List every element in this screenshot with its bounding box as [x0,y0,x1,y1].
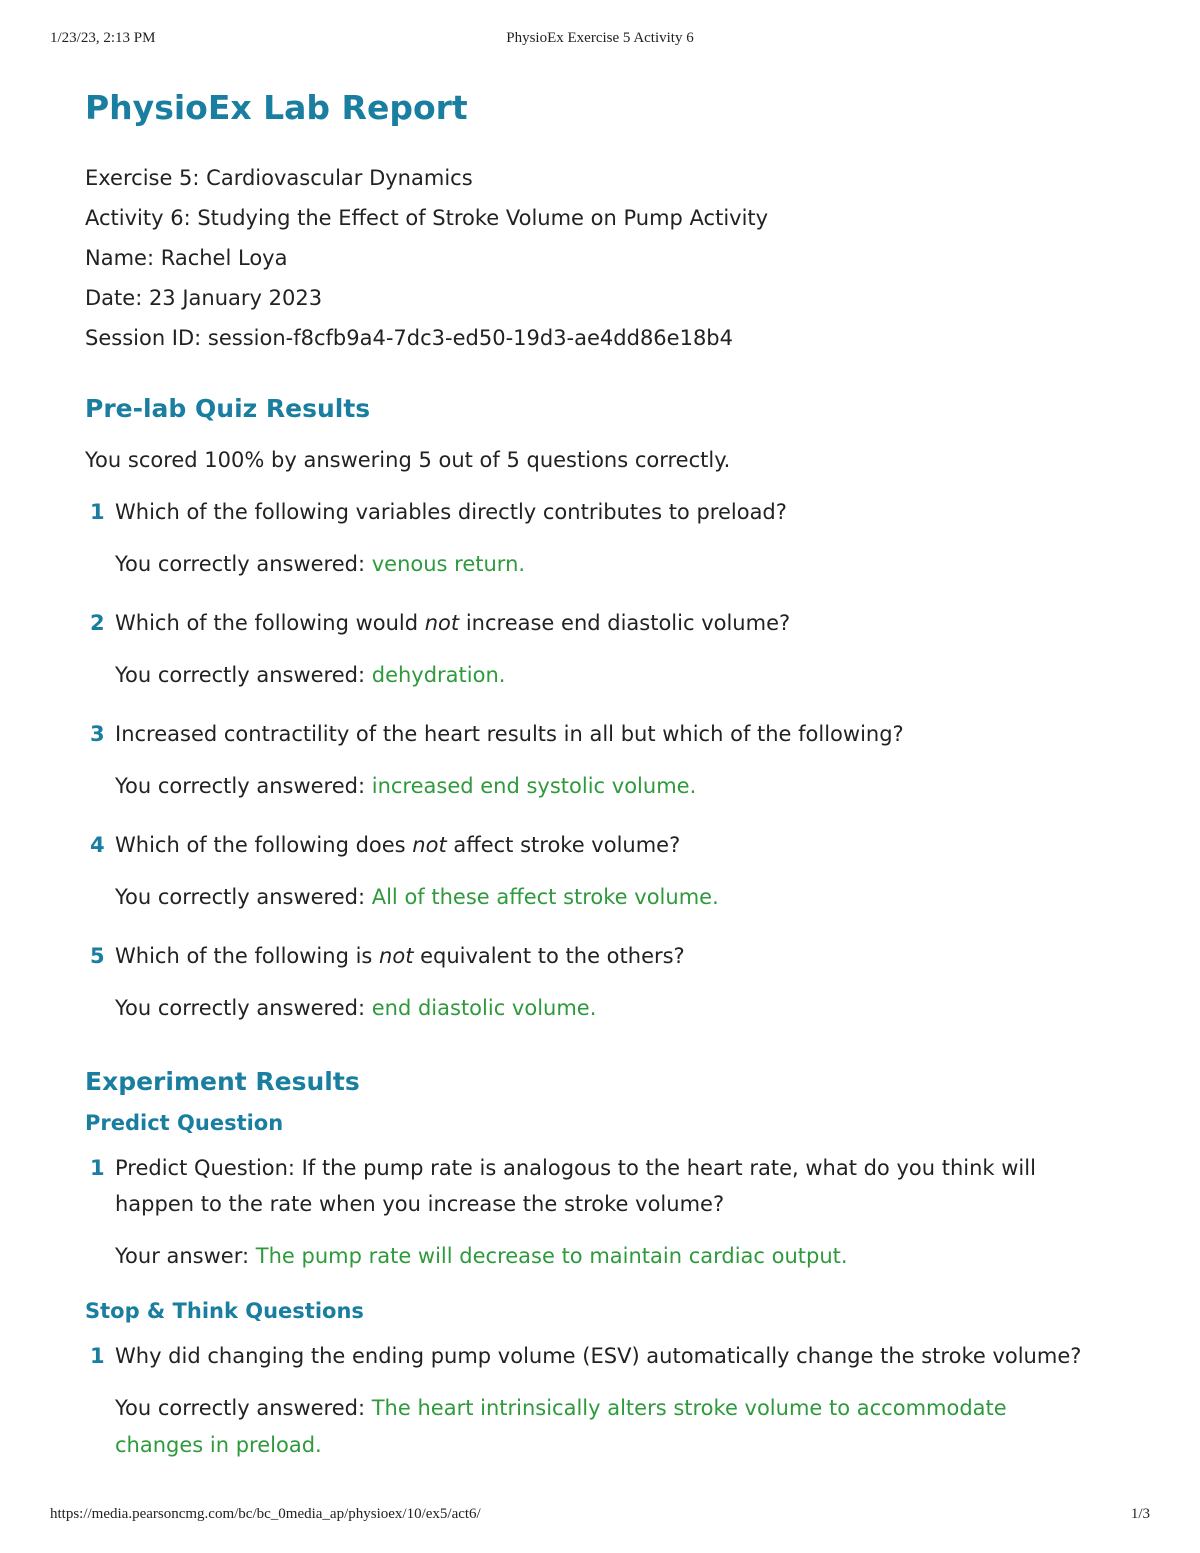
question-number: 1 [90,500,105,524]
question-emphasis: not [379,944,414,968]
answer-value: end diastolic volume. [371,996,597,1020]
stop-think-heading: Stop & Think Questions [85,1299,364,1323]
predict-question [85,1150,1145,1222]
report-date: Date: 23 January 2023 [85,286,323,310]
session-id: Session ID: session-f8cfb9a4-7dc3-ed50-19d3-ae4dd86e18b4 [85,326,733,350]
predict-answer [85,1238,1145,1275]
question-number: 1 [90,1156,105,1180]
question-emphasis: not [424,611,460,635]
student-name: Name: Rachel Loya [85,246,288,270]
exercise-line: Exercise 5: Cardiovascular Dynamics [85,166,473,190]
report-title: PhysioEx Lab Report [85,88,468,127]
report-content [85,84,1145,1464]
print-page-number: 1/3 [1130,1506,1150,1522]
answer-prefix: You correctly answered: [115,885,372,909]
quiz-question [85,494,1145,530]
question-number: 3 [90,722,105,746]
question-text-post: increase end diastolic volume? [459,611,791,635]
quiz-answer [85,657,1145,694]
question-number: 2 [90,611,105,635]
print-url: https://media.pearsoncmg.com/bc/bc_0media_ap/physioex/10/ex5/act6/ [50,1506,481,1522]
answer-value: All of these affect stroke volume. [371,885,719,909]
answer-value: The pump rate will decrease to maintain cardiac output. [255,1244,848,1268]
predict-text-line2: happen to the rate when you increase the stroke volume? [115,1192,725,1216]
question-number: 5 [90,944,105,968]
answer-value: venous return. [371,552,526,576]
question-text-pre: Which of the following would [115,611,425,635]
answer-prefix: You correctly answered: [115,996,372,1020]
answer-prefix: Your answer: [115,1244,256,1268]
print-datetime: 1/23/23, 2:13 PM [50,30,156,46]
answer-value: increased end systolic volume. [371,774,697,798]
answer-value-line1: The heart intrinsically alters stroke volume to accommodate [371,1396,1007,1420]
question-text: Why did changing the ending pump volume (ESV) automatically change the stroke volume? [115,1344,1082,1368]
quiz-question [85,716,1145,752]
question-text-pre: Which of the following is [115,944,380,968]
stop-think-answer [85,1390,1145,1464]
prelab-heading: Pre-lab Quiz Results [85,394,371,423]
quiz-answer [85,546,1145,583]
answer-prefix: You correctly answered: [115,663,372,687]
answer-value-line2: changes in preload. [115,1433,322,1457]
activity-line: Activity 6: Studying the Effect of Stroke Volume on Pump Activity [85,206,769,230]
answer-prefix: You correctly answered: [115,774,372,798]
print-footer [50,1506,1150,1526]
question-text: Increased contractility of the heart results in all but which of the following? [115,722,904,746]
question-number: 4 [90,833,105,857]
quiz-question [85,827,1145,863]
question-text-post: affect stroke volume? [446,833,681,857]
print-page-title: PhysioEx Exercise 5 Activity 6 [506,30,694,46]
quiz-answer [85,990,1145,1027]
answer-prefix: You correctly answered: [115,1396,372,1420]
answer-prefix: You correctly answered: [115,552,372,576]
quiz-answer [85,879,1145,916]
question-number: 1 [90,1344,105,1368]
stop-think-question [85,1338,1145,1374]
quiz-question [85,605,1145,641]
predict-text-line1: Predict Question: If the pump rate is analogous to the heart rate, what do you think will [115,1156,1036,1180]
question-text: Which of the following variables directly contributes to preload? [115,500,787,524]
quiz-score: You scored 100% by answering 5 out of 5 questions correctly. [85,448,731,472]
answer-value: dehydration. [371,663,506,687]
question-text-post: equivalent to the others? [413,944,685,968]
question-emphasis: not [412,833,447,857]
quiz-answer [85,768,1145,805]
predict-heading: Predict Question [85,1111,284,1135]
experiment-heading: Experiment Results [85,1067,360,1096]
quiz-question [85,938,1145,974]
question-text-pre: Which of the following does [115,833,413,857]
print-header [50,30,1150,50]
report-meta [85,158,1145,358]
